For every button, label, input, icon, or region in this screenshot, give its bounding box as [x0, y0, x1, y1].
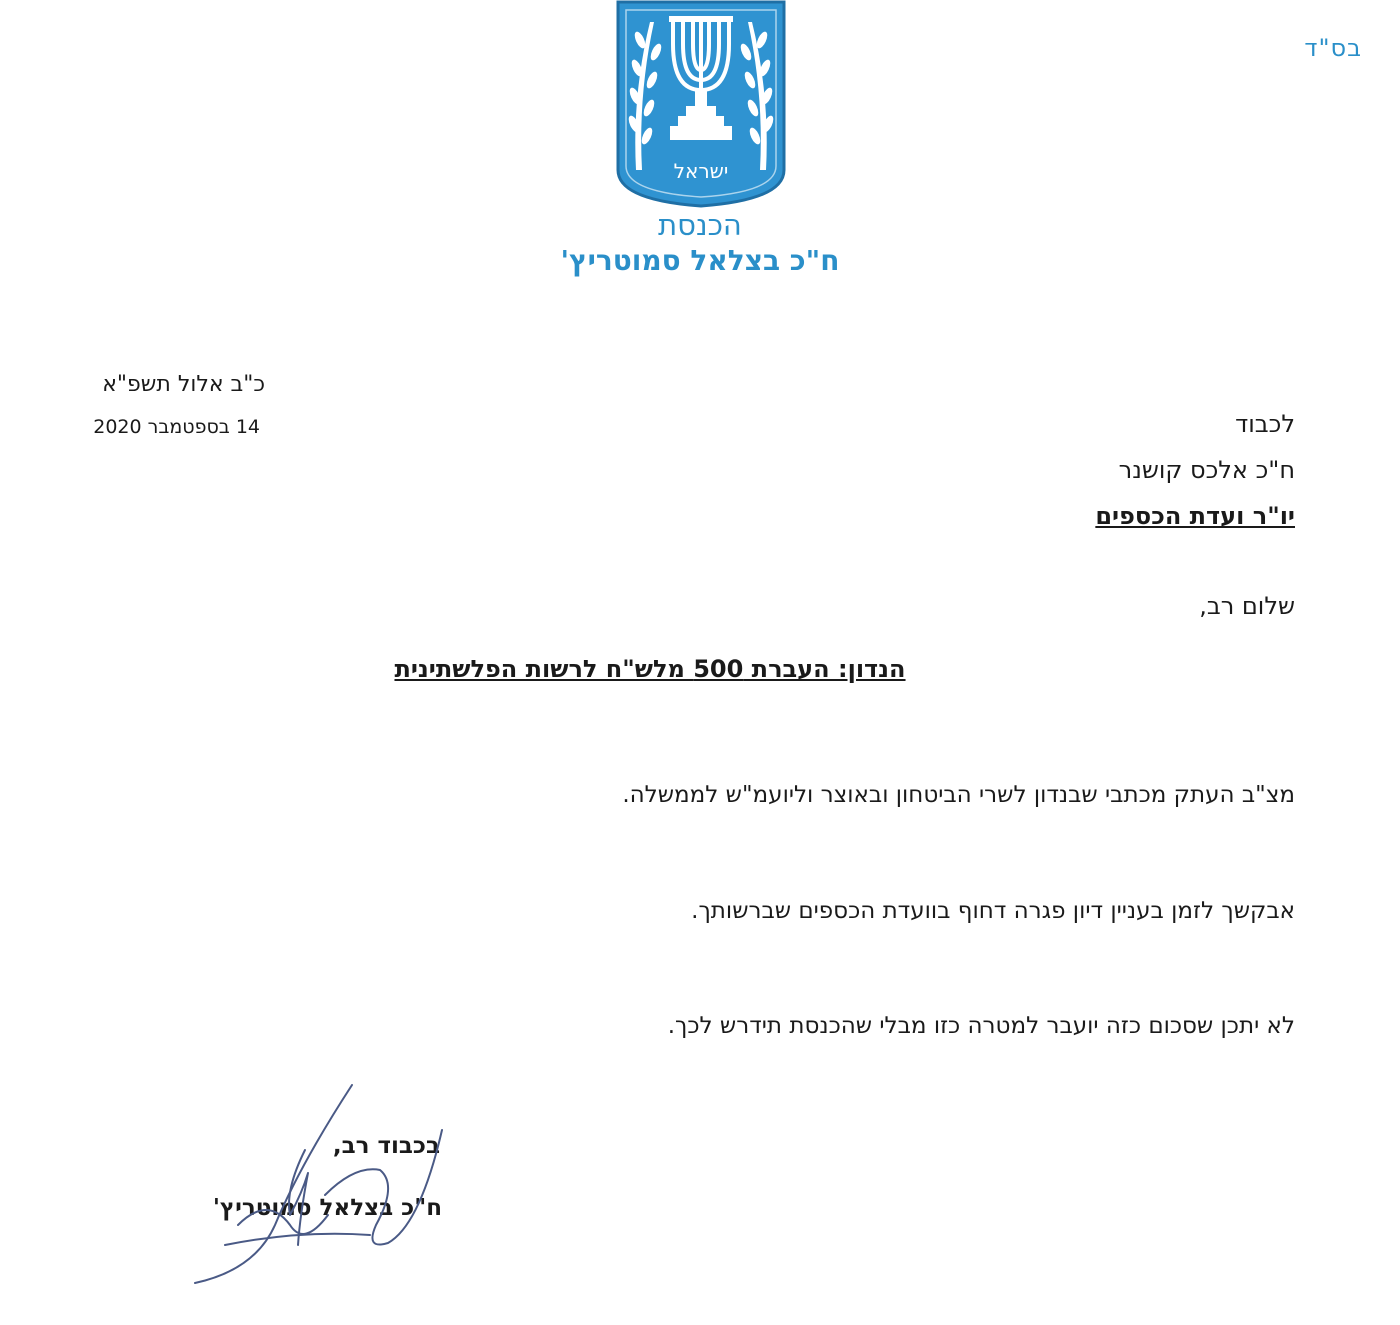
subject-line: הנדון: העברת 500 מלש"ח לרשות הפלשתינית [394, 655, 906, 683]
body-paragraph: לא יתכן שסכום כזה יועבר למטרה כזו מבלי שהכנסת תידרש לכך. [667, 1013, 1295, 1039]
closing-phrase: בכבוד רב, [332, 1133, 440, 1159]
emblem-text: ישראל [673, 159, 729, 183]
addressee-honor: לכבוד [1235, 410, 1295, 438]
signer-name: ח"כ בצלאל סמוטריץ' [212, 1195, 442, 1221]
addressee-name: ח"כ אלכס קושנר [1118, 456, 1295, 484]
greeting: שלום רב, [1199, 592, 1295, 620]
addressee-title: יו"ר ועדת הכספים [1095, 502, 1295, 530]
hebrew-date: כ"ב אלול תשפ"א [102, 372, 265, 397]
handwritten-signature-icon [180, 1075, 470, 1295]
body-paragraph: מצ"ב העתק מכתבי שבנדון לשרי הביטחון ובאוצר וליועמ"ש לממשלה. [622, 782, 1295, 808]
gregorian-date: 14 בספטמבר 2020 [93, 416, 260, 438]
menorah-emblem-icon [614, 0, 788, 208]
letterhead-mk-name: ח"כ בצלאל סמוטריץ' [560, 244, 840, 277]
corner-mark: בס"ד [1304, 34, 1362, 62]
institution-name: הכנסת [658, 208, 742, 242]
body-paragraph: אבקשך לזמן בעניין דיון פגרה דחוף בוועדת הכספים שברשותך. [691, 898, 1295, 924]
